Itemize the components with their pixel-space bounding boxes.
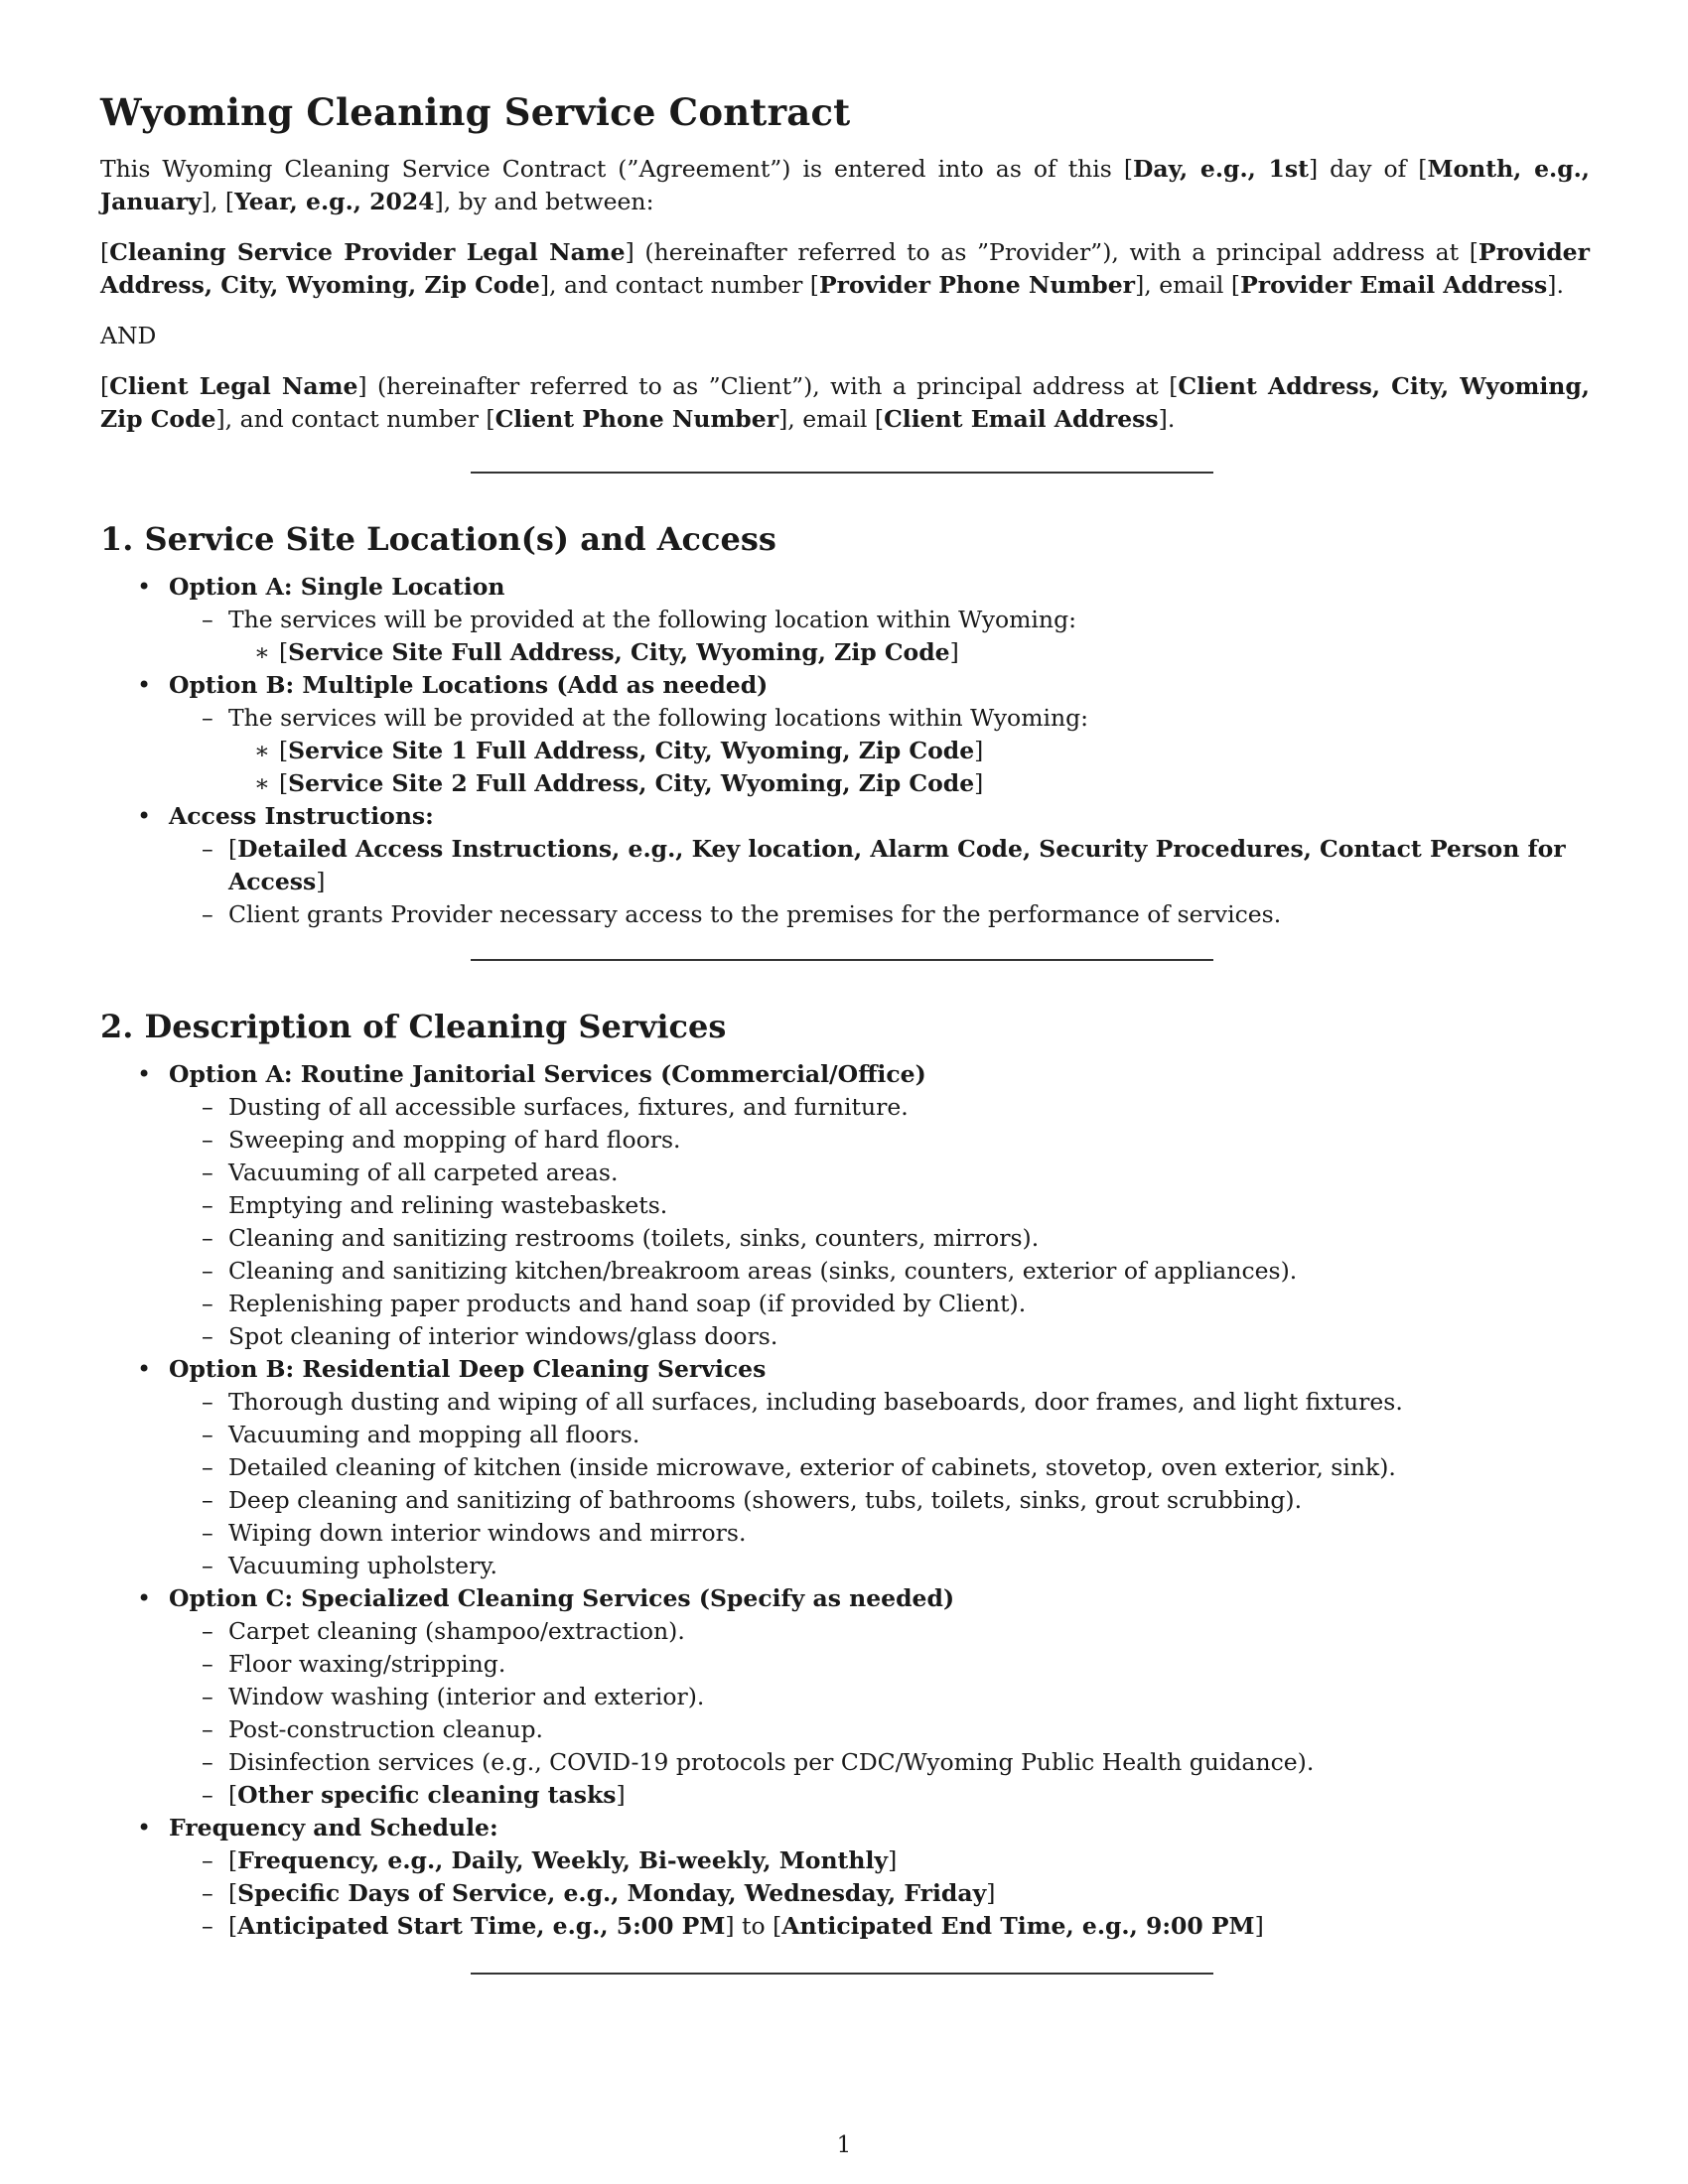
list-item: – Deep cleaning and sanitizing of bathrooms (showers, tubs, toilets, sinks, grout scrubbing). — [169, 1484, 1590, 1517]
list-item: – Disinfection services (e.g., COVID-19 protocols per CDC/Wyoming Public Health guidance). — [169, 1746, 1590, 1779]
year-placeholder: Year, e.g., 2024 — [234, 188, 435, 215]
list-item: • Option A: Single Location – The services will be provided at the following location within Wyoming: ∗ [Service Site Full Address, City, Wyoming, Zip Code] — [100, 571, 1590, 669]
list-item: – Detailed cleaning of kitchen (inside microwave, exterior of cabinets, stovetop, oven exterior, sink). — [169, 1451, 1590, 1484]
list-item: – Spot cleaning of interior windows/glass doors. — [169, 1320, 1590, 1353]
client-name-placeholder: Client Legal Name — [109, 372, 358, 400]
section-divider — [471, 1973, 1213, 1975]
list-item: • Access Instructions: – [Detailed Access Instructions, e.g., Key location, Alarm Code, Security Procedures, Contact Person for Access] – Client grants Provider necessary access to the premises for the performance of services. — [100, 800, 1590, 931]
list-item: – [Other specific cleaning tasks] — [169, 1779, 1590, 1812]
list-item: – [Frequency, e.g., Daily, Weekly, Bi-weekly, Monthly] — [169, 1844, 1590, 1877]
document-page — [100, 87, 1590, 1975]
list-item: • Option B: Residential Deep Cleaning Services – Thorough dusting and wiping of all surfaces, including baseboards, door frames, and light fixtures. – Vacuuming and mopping all floors. – Detailed cleaning of kitchen (inside microwave, exterior of cabinets, stovetop, oven exterior, sink). – Deep cleaning and sanitizing of bathrooms (showers, tubs, toilets, sinks, grout scrubbing). – Wiping down interior windows and mirrors. – Vacuuming upholstery. — [100, 1353, 1590, 1582]
section-1-heading: 1. Service Site Location(s) and Access — [100, 520, 776, 558]
list-item: – Cleaning and sanitizing kitchen/breakroom areas (sinks, counters, exterior of appliances). — [169, 1255, 1590, 1288]
and-separator: AND — [100, 322, 157, 349]
list-item: • Option B: Multiple Locations (Add as needed) – The services will be provided at the following locations within Wyoming: ∗ [Service Site 1 Full Address, City, Wyoming, Zip Code] ∗ [Service Site 2 Full Address, City, Wyoming, Zip Code] — [100, 669, 1590, 800]
list-item: – [Detailed Access Instructions, e.g., Key location, Alarm Code, Security Procedures, Contact Person for Access] — [169, 833, 1590, 898]
section-2-heading: 2. Description of Cleaning Services — [100, 1008, 727, 1045]
list-item: – [Specific Days of Service, e.g., Monday, Wednesday, Friday] — [169, 1877, 1590, 1910]
list-item: – Vacuuming upholstery. — [169, 1550, 1590, 1582]
section-1-list — [100, 571, 1590, 931]
list-item: ∗ [Service Site Full Address, City, Wyoming, Zip Code] — [228, 636, 1590, 669]
client-address-placeholder: Client Address, City, Wyoming, Zip Code — [100, 372, 1590, 433]
list-item: – Client grants Provider necessary access to the premises for the performance of services. — [169, 898, 1590, 931]
list-item: – Post-construction cleanup. — [169, 1713, 1590, 1746]
list-item: – [Anticipated Start Time, e.g., 5:00 PM] to [Anticipated End Time, e.g., 9:00 PM] — [169, 1910, 1590, 1943]
provider-paragraph: [Cleaning Service Provider Legal Name] (hereinafter referred to as ”Provider”), with a principal address at [Provider Address, City, Wyoming, Zip Code], and contact number [Provider Phone Number], email [Provider Email Address]. — [100, 238, 1590, 299]
document-title: Wyoming Cleaning Service Contract — [100, 90, 851, 134]
list-item: – Floor waxing/stripping. — [169, 1648, 1590, 1681]
provider-name-placeholder: Cleaning Service Provider Legal Name — [109, 238, 626, 266]
list-item: – Replenishing paper products and hand soap (if provided by Client). — [169, 1288, 1590, 1320]
list-item: ∗ [Service Site 2 Full Address, City, Wyoming, Zip Code] — [228, 767, 1590, 800]
list-item: – Sweeping and mopping of hard floors. — [169, 1124, 1590, 1157]
list-item: – Vacuuming and mopping all floors. — [169, 1419, 1590, 1451]
provider-phone-placeholder: Provider Phone Number — [818, 271, 1136, 299]
list-item: – Dusting of all accessible surfaces, fixtures, and furniture. — [169, 1091, 1590, 1124]
list-item: – Carpet cleaning (shampoo/extraction). — [169, 1615, 1590, 1648]
day-placeholder: Day, e.g., 1st — [1133, 155, 1309, 183]
list-item: – The services will be provided at the following location within Wyoming: ∗ [Service Site Full Address, City, Wyoming, Zip Code] — [169, 604, 1590, 669]
list-item: • Frequency and Schedule: – [Frequency, e.g., Daily, Weekly, Bi-weekly, Monthly] – [Specific Days of Service, e.g., Monday, Wednesday, Friday] – [Anticipated Start Time, e.g., 5:00 PM] to [Anticipated End Time, e.g., 9:00 PM] — [100, 1812, 1590, 1943]
list-item: – Window washing (interior and exterior). — [169, 1681, 1590, 1713]
client-phone-placeholder: Client Phone Number — [494, 405, 779, 433]
client-email-placeholder: Client Email Address — [884, 405, 1159, 433]
section-2-list — [100, 1058, 1590, 1943]
list-item: • Option A: Routine Janitorial Services (Commercial/Office) – Dusting of all accessible surfaces, fixtures, and furniture. – Sweeping and mopping of hard floors. – Vacuuming of all carpeted areas. – Emptying and relining wastebaskets. – Cleaning and sanitizing restrooms (toilets, sinks, counters, mirrors). – Cleaning and sanitizing kitchen/breakroom areas (sinks, counters, exterior of appliances). – Replenishing paper products and hand soap (if provided by Client). – Spot cleaning of interior windows/glass doors. — [100, 1058, 1590, 1353]
list-item: – Cleaning and sanitizing restrooms (toilets, sinks, counters, mirrors). — [169, 1222, 1590, 1255]
list-item: – Thorough dusting and wiping of all surfaces, including baseboards, door frames, and light fixtures. — [169, 1386, 1590, 1419]
list-item: – Emptying and relining wastebaskets. — [169, 1189, 1590, 1222]
list-item: – Vacuuming of all carpeted areas. — [169, 1157, 1590, 1189]
list-item: • Option C: Specialized Cleaning Services (Specify as needed) – Carpet cleaning (shampoo/extraction). – Floor waxing/stripping. – Window washing (interior and exterior). – Post-construction cleanup. – Disinfection services (e.g., COVID-19 protocols per CDC/Wyoming Public Health guidance). – [Other specific cleaning tasks] — [100, 1582, 1590, 1812]
list-item: ∗ [Service Site 1 Full Address, City, Wyoming, Zip Code] — [228, 735, 1590, 767]
provider-address-placeholder: Provider Address, City, Wyoming, Zip Code — [100, 238, 1590, 299]
intro-paragraph: This Wyoming Cleaning Service Contract (”Agreement”) is entered into as of this [Day, e.g., 1st] day of [Month, e.g., January], [Year, e.g., 2024], by and between: — [100, 155, 1590, 215]
list-item: – Wiping down interior windows and mirrors. — [169, 1517, 1590, 1550]
provider-email-placeholder: Provider Email Address — [1240, 271, 1548, 299]
page-number: 1 — [836, 2132, 852, 2158]
month-placeholder: Month, e.g., January — [100, 155, 1590, 215]
client-paragraph: [Client Legal Name] (hereinafter referred to as ”Client”), with a principal address at [Client Address, City, Wyoming, Zip Code], and contact number [Client Phone Number], email [Client Email Address]. — [100, 372, 1590, 433]
list-item: – The services will be provided at the following locations within Wyoming: ∗ [Service Site 1 Full Address, City, Wyoming, Zip Code] ∗ [Service Site 2 Full Address, City, Wyoming, Zip Code] — [169, 702, 1590, 800]
